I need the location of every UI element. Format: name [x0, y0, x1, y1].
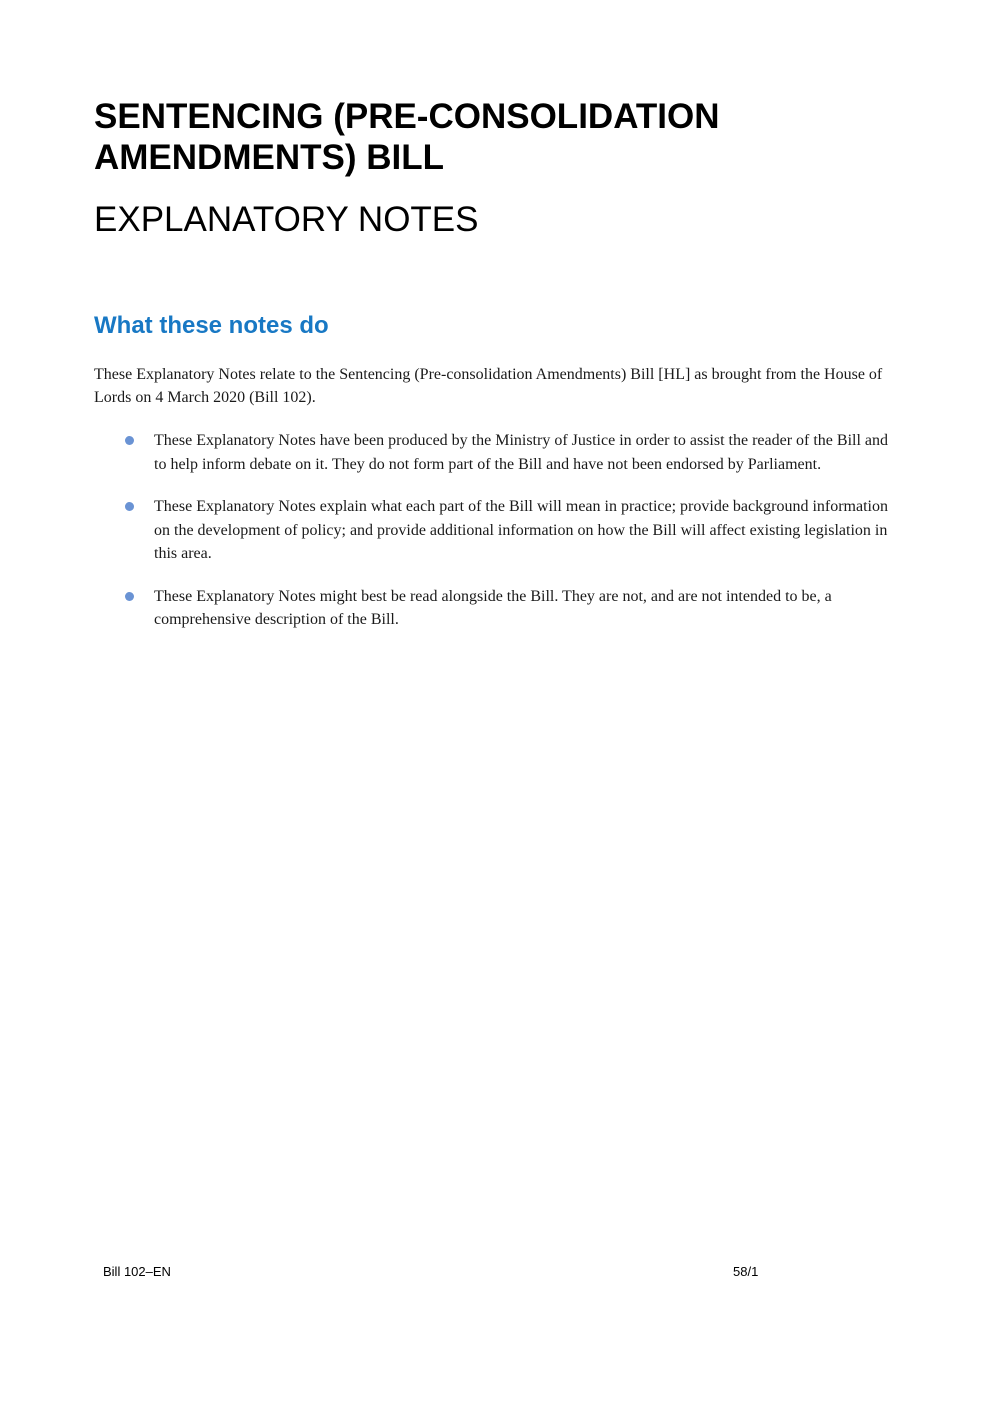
bullet-item	[94, 429, 904, 476]
bullet-item	[94, 585, 904, 632]
intro-paragraph: These Explanatory Notes relate to the Sentencing (Pre-consolidation Amendments) Bill [HL] as brought from the House of Lords on 4 March 2020 (Bill 102).	[94, 366, 883, 406]
bullet-icon	[125, 436, 134, 445]
section-heading: What these notes do	[94, 312, 329, 339]
footer-page-reference: 58/1	[733, 1264, 759, 1279]
bullet-icon	[125, 502, 134, 511]
footer-bill-reference: Bill 102–EN	[103, 1264, 171, 1279]
bullet-text: These Explanatory Notes explain what each part of the Bill will mean in practice; provide background information on the development of policy; and provide additional information on how the Bill will affect existing legislation in this area.	[154, 498, 888, 562]
bullet-icon	[125, 592, 134, 601]
bullet-list	[94, 429, 904, 651]
bullet-text: These Explanatory Notes might best be read alongside the Bill. They are not, and are not intended to be, a comprehensive description of the Bill.	[154, 587, 832, 628]
bullet-text: These Explanatory Notes have been produced by the Ministry of Justice in order to assist the reader of the Bill and to help inform debate on it. They do not form part of the Bill and have not been endorsed by Parliament.	[154, 432, 889, 473]
document-title-line-1: SENTENCING (PRE-CONSOLIDATION	[94, 97, 720, 136]
document-subtitle: EXPLANATORY NOTES	[94, 200, 479, 239]
document-title	[94, 96, 894, 178]
bullet-item	[94, 495, 904, 566]
document-title-line-2: AMENDMENTS) BILL	[94, 138, 444, 177]
